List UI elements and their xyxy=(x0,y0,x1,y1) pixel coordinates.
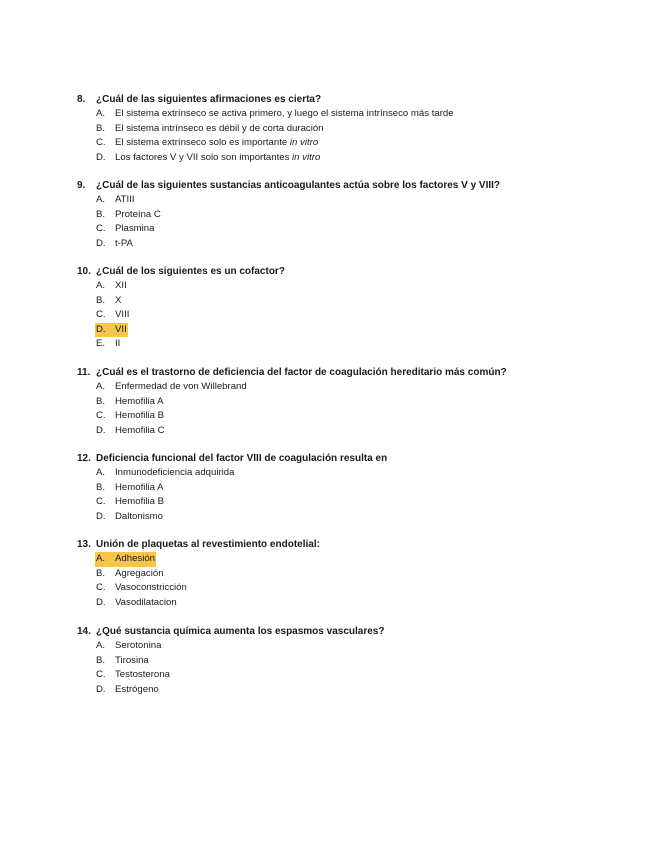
option-letter: A. xyxy=(96,553,106,564)
question-number: 10. xyxy=(77,266,91,277)
option-letter: C. xyxy=(96,137,106,148)
option-text: VIII xyxy=(115,309,130,320)
option-letter: D. xyxy=(96,683,106,695)
option-text: Testosterona xyxy=(115,669,170,680)
option-letter: D. xyxy=(96,323,106,335)
option-text: Proteína C xyxy=(115,208,161,220)
answer-option xyxy=(77,495,637,510)
answer-option-highlighted xyxy=(77,552,637,567)
question-number: 9. xyxy=(77,180,86,191)
option-text: Vasodilatacion xyxy=(115,596,177,608)
option-letter: B. xyxy=(96,481,106,493)
answer-options xyxy=(77,193,637,251)
answer-option xyxy=(77,107,637,122)
option-letter: D. xyxy=(96,424,106,436)
option-letter: D. xyxy=(96,510,106,522)
question-block xyxy=(77,451,637,524)
option-text: Tirosina xyxy=(115,654,149,666)
option-content xyxy=(95,308,130,323)
option-text: Estrógeno xyxy=(115,683,159,695)
question-text: Unión de plaquetas al revestimiento endotelial: xyxy=(96,539,320,550)
question-stem xyxy=(77,451,637,466)
answer-option xyxy=(77,395,637,410)
question-stem xyxy=(77,537,637,552)
question-text: ¿Cuál de las siguientes afirmaciones es cierta? xyxy=(96,94,322,105)
option-text: Serotonina xyxy=(115,640,162,651)
option-letter: D. xyxy=(96,596,106,608)
option-text: XII xyxy=(115,280,127,291)
option-content xyxy=(95,596,178,611)
option-text: Hemofilia C xyxy=(115,424,165,436)
question-number: 11. xyxy=(77,367,91,378)
question-block xyxy=(77,365,637,438)
option-content xyxy=(95,237,134,252)
option-content xyxy=(95,683,160,698)
question-number: 13. xyxy=(77,539,91,550)
answer-option xyxy=(77,567,637,582)
option-content xyxy=(95,222,155,237)
option-content xyxy=(95,510,164,525)
option-letter: A. xyxy=(96,381,106,392)
question-text: ¿Qué sustancia química aumenta los espasmos vasculares? xyxy=(96,626,385,637)
answer-option xyxy=(77,308,637,323)
answer-option xyxy=(77,654,637,669)
option-content xyxy=(95,136,319,151)
answer-options xyxy=(77,380,637,438)
option-letter: D. xyxy=(96,151,106,163)
option-content xyxy=(95,193,136,208)
option-letter: C. xyxy=(96,582,106,593)
answer-option xyxy=(77,208,637,223)
question-stem xyxy=(77,178,637,193)
option-content xyxy=(95,668,171,683)
answer-option xyxy=(77,668,637,683)
option-letter: C. xyxy=(96,410,106,421)
option-letter: B. xyxy=(96,122,106,134)
option-text: ATIII xyxy=(115,194,135,205)
option-text: Hemofilia B xyxy=(115,496,165,507)
answer-options xyxy=(77,466,637,524)
question-block xyxy=(77,537,637,610)
question-text: Deficiencia funcional del factor VIII de coagulación resulta en xyxy=(96,453,388,464)
option-text: Daltonismo xyxy=(115,510,163,522)
option-content xyxy=(95,107,455,122)
answer-option xyxy=(77,581,637,596)
answer-options xyxy=(77,639,637,697)
option-letter: B. xyxy=(96,208,106,220)
question-text: ¿Cuál es el trastorno de deficiencia del factor de coagulación hereditario más común? xyxy=(96,367,507,378)
option-content xyxy=(95,151,321,166)
answer-option xyxy=(77,122,637,137)
option-letter: A. xyxy=(96,640,106,651)
option-text: Vasoconstricción xyxy=(115,582,187,593)
option-letter: B. xyxy=(96,294,106,306)
answer-options xyxy=(77,279,637,352)
answer-option xyxy=(77,294,637,309)
option-content xyxy=(95,567,165,582)
answer-option xyxy=(77,683,637,698)
option-letter: D. xyxy=(96,237,106,249)
option-letter: C. xyxy=(96,669,106,680)
option-text: Hemofilia B xyxy=(115,410,165,421)
answer-option xyxy=(77,237,637,252)
answer-options xyxy=(77,107,637,165)
option-text: VII xyxy=(115,323,127,335)
option-content xyxy=(95,424,166,439)
option-content xyxy=(95,279,128,294)
option-content xyxy=(95,495,165,510)
option-text: Enfermedad de von Willebrand xyxy=(115,381,247,392)
option-content xyxy=(95,395,165,410)
question-number: 8. xyxy=(77,94,86,105)
option-text: Hemofilia A xyxy=(115,481,164,493)
option-text: Adhesión xyxy=(115,553,156,564)
option-content xyxy=(95,208,162,223)
option-letter: A. xyxy=(96,194,106,205)
option-text: El sistema extrínseco se activa primero, y luego el sistema intrínseco más tarde xyxy=(115,108,454,119)
option-content xyxy=(95,552,156,567)
option-content xyxy=(95,337,121,352)
option-letter: C. xyxy=(96,223,106,234)
answer-option xyxy=(77,481,637,496)
option-italic-text: in vitro xyxy=(289,137,319,148)
option-letter: A. xyxy=(96,108,106,119)
answer-option xyxy=(77,596,637,611)
answer-option xyxy=(77,337,637,352)
option-content xyxy=(95,654,150,669)
option-text: Inmunodeficiencia adquirida xyxy=(115,467,235,478)
option-content xyxy=(95,380,248,395)
option-letter: A. xyxy=(96,280,106,291)
option-content xyxy=(95,122,325,137)
option-letter: B. xyxy=(96,654,106,666)
question-text: ¿Cuál de las siguientes sustancias anticoagulantes actúa sobre los factores V y VIII? xyxy=(96,180,501,191)
option-letter: B. xyxy=(96,567,106,579)
question-stem xyxy=(77,264,637,279)
option-letter: A. xyxy=(96,467,106,478)
question-block xyxy=(77,624,637,697)
question-number: 14. xyxy=(77,626,91,637)
answer-option xyxy=(77,510,637,525)
option-text: II xyxy=(115,338,121,349)
option-content xyxy=(95,323,128,338)
option-letter: E. xyxy=(96,338,106,349)
question-stem xyxy=(77,365,637,380)
option-italic-text: in vitro xyxy=(292,151,321,163)
option-text: Plasmina xyxy=(115,223,155,234)
answer-option xyxy=(77,380,637,395)
question-block xyxy=(77,92,637,165)
answer-option xyxy=(77,466,637,481)
answer-option xyxy=(77,409,637,424)
question-text: ¿Cuál de los siguientes es un cofactor? xyxy=(96,266,285,277)
question-stem xyxy=(77,92,637,107)
answer-option-highlighted xyxy=(77,323,637,338)
option-letter: C. xyxy=(96,309,106,320)
option-text: El sistema intrínseco es débil y de corta duración xyxy=(115,122,324,134)
option-content xyxy=(95,466,235,481)
option-content xyxy=(95,294,122,309)
answer-option xyxy=(77,193,637,208)
option-text: X xyxy=(115,294,122,306)
answer-options xyxy=(77,552,637,610)
question-block xyxy=(77,178,637,251)
answer-option xyxy=(77,222,637,237)
answer-option xyxy=(77,136,637,151)
option-text: Agregación xyxy=(115,567,164,579)
option-text: El sistema extrínseco solo es importante xyxy=(115,137,290,148)
answer-option xyxy=(77,151,637,166)
option-letter: B. xyxy=(96,395,106,407)
option-letter: C. xyxy=(96,496,106,507)
option-text: t-PA xyxy=(115,237,133,249)
option-content xyxy=(95,639,162,654)
option-content xyxy=(95,409,165,424)
option-content xyxy=(95,581,188,596)
option-text: Los factores V y VII solo son importantes xyxy=(115,151,293,163)
answer-option xyxy=(77,424,637,439)
question-block xyxy=(77,264,637,352)
answer-option xyxy=(77,639,637,654)
question-stem xyxy=(77,624,637,639)
option-text: Hemofilia A xyxy=(115,395,164,407)
question-number: 12. xyxy=(77,453,91,464)
option-content xyxy=(95,481,165,496)
answer-option xyxy=(77,279,637,294)
